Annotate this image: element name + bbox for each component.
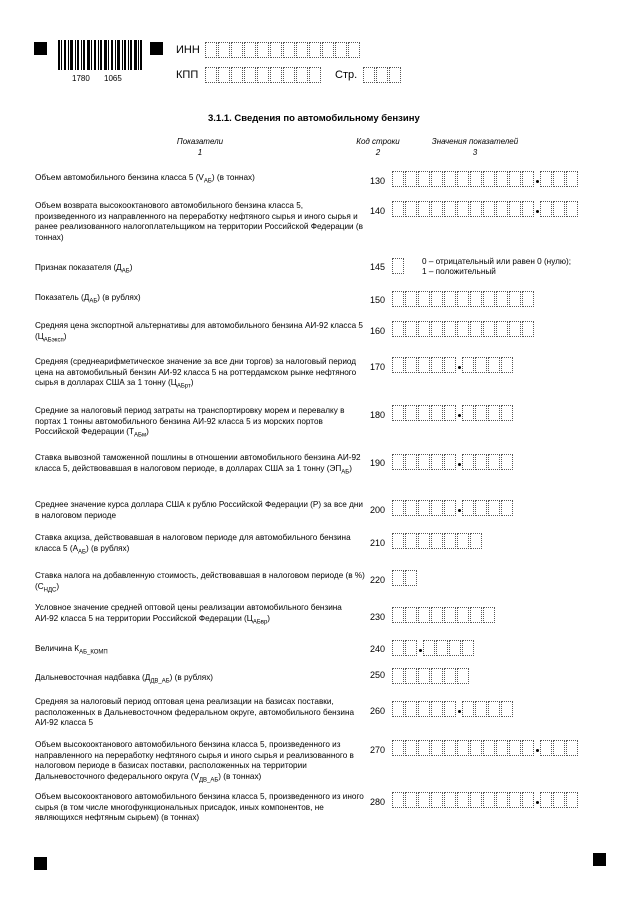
column-header-code: Код строки: [356, 137, 400, 146]
row-240-label: Величина $К_{АБ\_КОМП}$: [35, 644, 108, 656]
row-210-value[interactable]: [392, 533, 483, 549]
corner-marker-bottom-left: [34, 857, 47, 870]
row-140-label: Объем возврата высокооктанового автомобильного бензина класса 5, произведенного из направленного на переработку нефтяного сырья и иного сырья и ранее реализованного налогоплательщиком на территории Российской Федерации (в тоннах): [35, 201, 363, 242]
row-240-code: 240: [370, 644, 386, 654]
row-200-label: Среднее значение курса доллара США к рублю Российской Федерации (Р) за все дни в налоговом периоде: [35, 500, 364, 520]
row-250-code: 250: [370, 670, 386, 680]
row-210-label: Ставка акциза, действовавшая в налоговом периоде для автомобильного бензина класса 5 $(А_{АБ})$ (в рублях): [35, 533, 351, 556]
row-170-value[interactable]: [392, 357, 514, 373]
column-header-code-num: 2: [375, 148, 381, 157]
row-160-code: 160: [370, 326, 386, 336]
column-header-values-num: 3: [472, 148, 478, 157]
row-145-note-line-2: 1 – положительный: [422, 267, 496, 276]
row-200-code: 200: [370, 505, 386, 515]
row-260-value[interactable]: [392, 701, 514, 717]
row-280-label: Объем высокооктанового автомобильного бензина класса 5, произведенного из иного сырья (в том числе многофункциональных присадок, иных компонентов, не являющихся нефтяным сырьем) (в тоннах): [35, 792, 364, 823]
corner-marker-bottom-right: [593, 853, 606, 866]
page-label: Стр.: [335, 69, 358, 81]
row-145-note: [422, 257, 571, 277]
row-270-value[interactable]: [392, 740, 579, 756]
row-190-code: 190: [370, 458, 386, 468]
row-250-label: Дальневосточная надбавка $(Д_{ДВ\_АБ})$ (в рублях): [35, 673, 214, 685]
row-230-code: 230: [370, 612, 386, 622]
row-160-value[interactable]: [392, 321, 535, 337]
row-140-value[interactable]: [392, 201, 579, 217]
column-header-values: Значения показателей: [431, 137, 519, 146]
row-230-value[interactable]: [392, 607, 496, 623]
row-220-label: Ставка налога на добавленную стоимость, действовавшая в налоговом периоде (в %) $(С_{НДС})$: [35, 571, 365, 594]
row-250-value[interactable]: [392, 668, 470, 684]
inn-label: ИНН: [176, 44, 200, 56]
row-180-code: 180: [370, 410, 386, 420]
corner-marker-top-left: [34, 42, 47, 55]
row-130-value[interactable]: [392, 171, 579, 187]
row-270-code: 270: [370, 745, 386, 755]
row-145-note-line-1: 0 – отрицательный или равен 0 (нулю);: [422, 257, 572, 266]
row-170-label: Средняя (среднеарифметическое значение за все дни торгов) за налоговый период цена на автомобильный бензин АИ-92 класса 5 на роттердамском рынке нефтяного сырья в долларах США за 1 тонну $(Ц_{АБрт})$: [35, 357, 357, 390]
row-145-label: Признак показателя $(Д_{АБ})$: [35, 263, 133, 275]
row-145-code: 145: [370, 262, 386, 272]
row-140-code: 140: [370, 206, 386, 216]
row-220-code: 220: [370, 575, 386, 585]
row-230-label: Условное значение средней оптовой цены реализации автомобильного бензина АИ-92 класса 5 на территории Российской Федерации $(Ц_{АБвр})$: [35, 603, 342, 626]
column-header-indicators: Показатели: [176, 137, 224, 146]
kpp-field[interactable]: [205, 67, 322, 83]
row-180-value[interactable]: [392, 405, 514, 421]
section-title: 3.1.1. Сведения по автомобильному бензину: [208, 113, 420, 124]
row-240-value[interactable]: [392, 640, 475, 656]
row-190-value[interactable]: [392, 454, 514, 470]
row-280-value[interactable]: [392, 792, 579, 808]
row-150-value[interactable]: [392, 291, 535, 307]
row-180-label: Средние за налоговый период затраты на транспортировку морем и перевалку в портах 1 тонны автомобильного бензина АИ-92 класса 5 из морских портов Российской Федерации $(Т_{АБм})$: [35, 406, 345, 439]
row-145-value[interactable]: [392, 258, 405, 274]
barcode-icon: [58, 40, 142, 72]
row-200-value[interactable]: [392, 500, 514, 516]
corner-marker-top-right: [150, 42, 163, 55]
row-170-code: 170: [370, 362, 386, 372]
row-260-label: Средняя за налоговый период оптовая цена реализации на базисах поставки, расположенных в Дальневосточном федеральном округе, автомобильного бензина АИ-92 класса 5: [35, 697, 355, 728]
row-210-code: 210: [370, 538, 386, 548]
row-130-label: Объем автомобильного бензина класса 5 $(V_{АБ})$ (в тоннах): [35, 173, 255, 185]
row-150-code: 150: [370, 295, 386, 305]
page-number-field[interactable]: [363, 67, 402, 83]
barcode-number-1: 1780: [72, 74, 90, 83]
row-130-code: 130: [370, 176, 386, 186]
row-270-label: Объем высокооктанового автомобильного бензина класса 5, произведенного из направленного на переработку нефтяного сырья и иного сырья и реализованного в налоговом периоде в базисах поставки, расположенных на территории Дальневосточного федерального округа $(V_{ДВ\_АБ})$ (в тоннах): [35, 740, 354, 784]
row-280-code: 280: [370, 797, 386, 807]
column-header-indicators-num: 1: [197, 148, 203, 157]
barcode-number-2: 1065: [104, 74, 122, 83]
kpp-label: КПП: [176, 69, 199, 81]
row-220-value[interactable]: [392, 570, 418, 586]
row-150-label: Показатель $(Д_{АБ})$ (в рублях): [35, 293, 141, 305]
row-190-label: Ставка вывозной таможенной пошлины в отношении автомобильного бензина АИ-92 класса 5, действовавшая в налоговом периоде, в долларах США за 1 тонну $(ЭП_{АБ})$: [35, 453, 361, 476]
row-260-code: 260: [370, 706, 386, 716]
row-160-label: Средняя цена экспортной альтернативы для автомобильного бензина АИ-92 класса 5 $(Ц_{АБэксп})$: [35, 321, 363, 344]
inn-field[interactable]: [205, 42, 361, 58]
